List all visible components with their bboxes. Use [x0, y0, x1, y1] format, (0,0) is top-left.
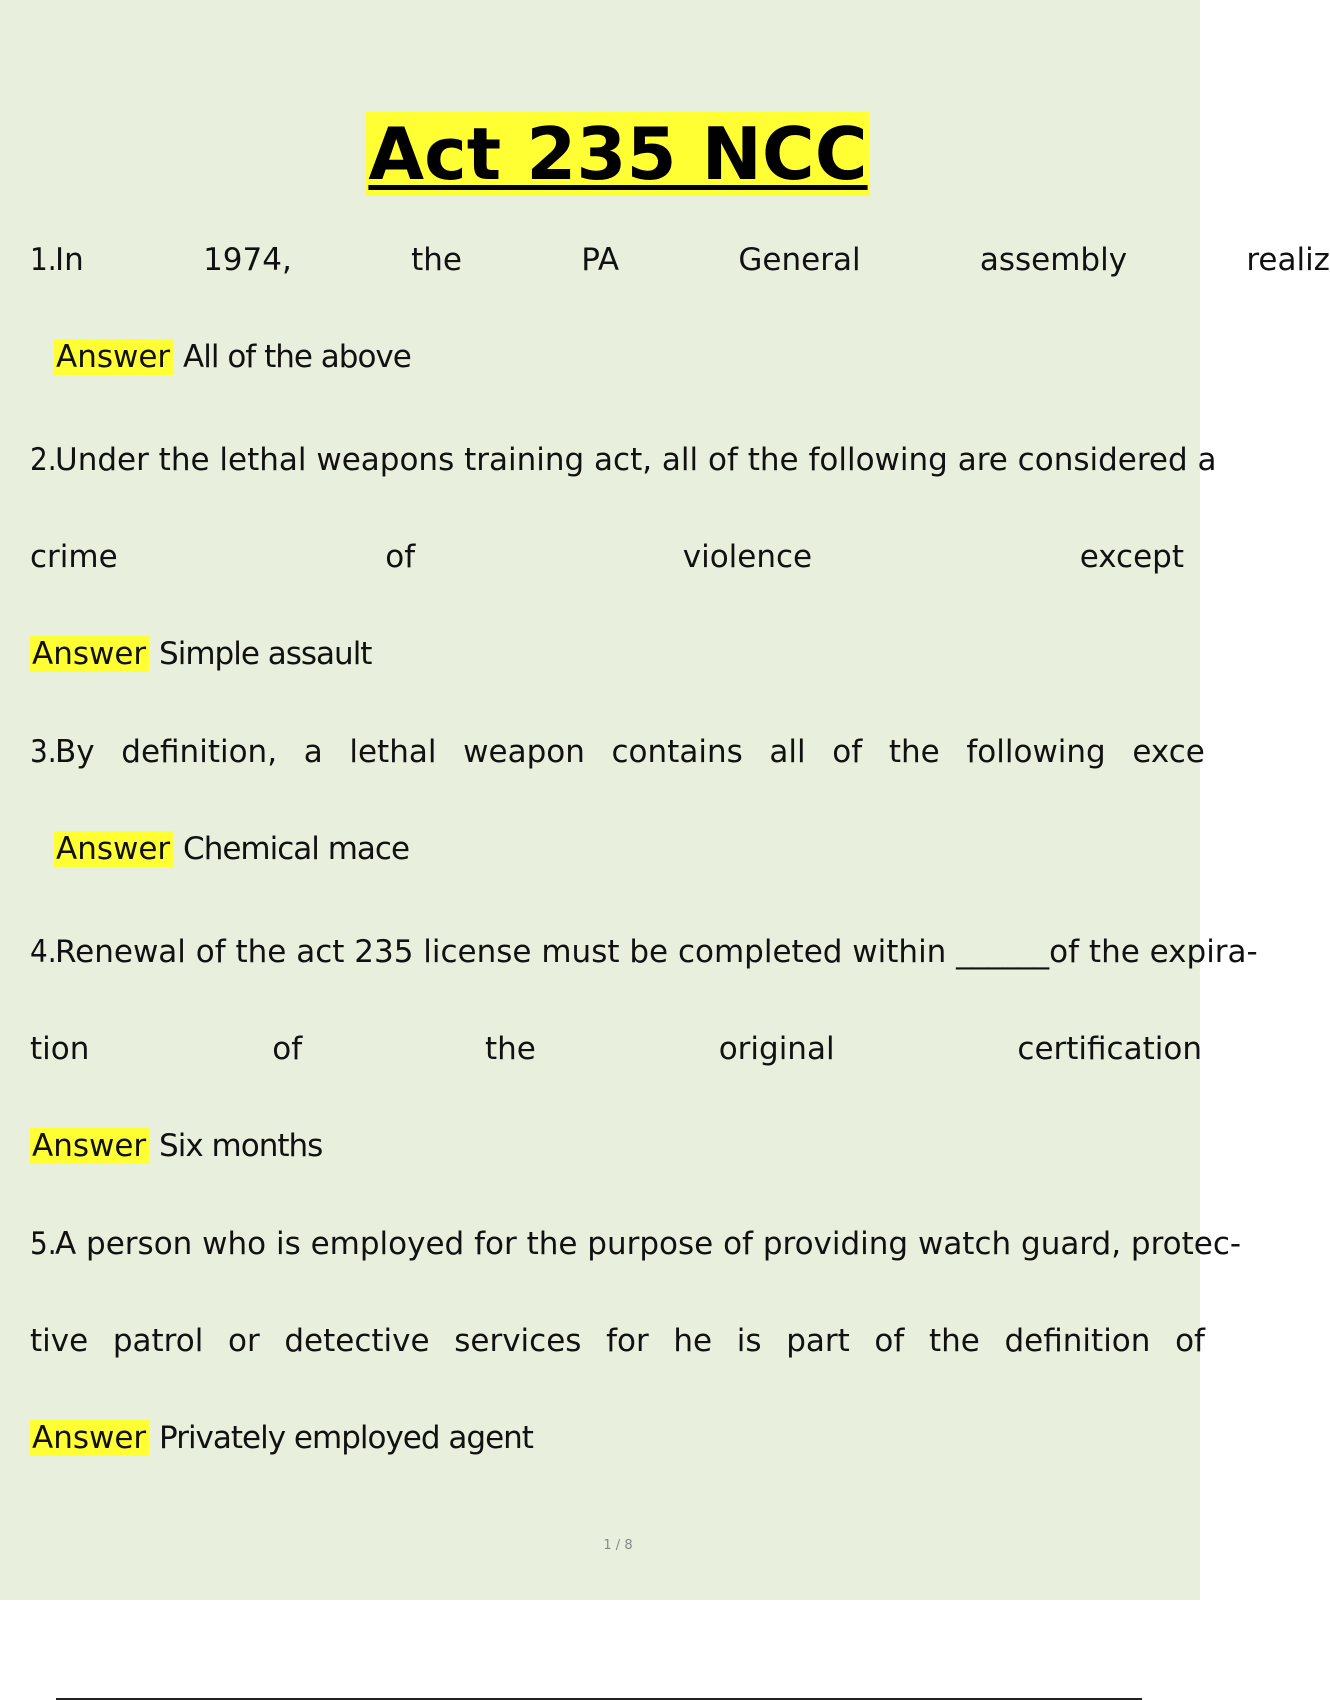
q4-word: certification [1017, 1031, 1202, 1067]
answer-text: Chemical mace [183, 831, 410, 867]
q5-word: of [1175, 1323, 1205, 1359]
answer-5 [30, 1416, 533, 1460]
q3-word: of [832, 734, 863, 770]
answer-2 [30, 632, 371, 676]
answer-text: Six months [159, 1128, 323, 1164]
question-1 [30, 238, 1330, 282]
answer-label: Answer [30, 1128, 149, 1164]
question-number: 2. [30, 442, 57, 478]
answer-text: Privately employed agent [159, 1420, 533, 1456]
q1-word: the [411, 242, 462, 278]
question-5 [30, 1222, 1241, 1266]
question-text: Under the lethal weapons training act, all of the following are considered a [55, 442, 1217, 478]
q4-word: tion [30, 1031, 90, 1067]
q1-word: PA [581, 242, 620, 278]
q2-word: except [1079, 539, 1184, 575]
q5-word: is [736, 1323, 762, 1359]
q5-word: or [227, 1323, 260, 1359]
q3-word: following [966, 734, 1106, 770]
answer-3 [54, 827, 409, 871]
q4-word: original [718, 1031, 835, 1067]
question-4-line-2 [30, 1027, 1202, 1071]
q2-word: crime [30, 539, 118, 575]
q5-word: tive [30, 1323, 89, 1359]
question-3 [30, 730, 1205, 774]
q3-word: the [888, 734, 940, 770]
q2-word: of [385, 539, 416, 575]
q4-word: the [484, 1031, 536, 1067]
q5-word: part [786, 1323, 850, 1359]
answer-4 [30, 1124, 322, 1168]
question-4-line [30, 1027, 1202, 1071]
q2-word: violence [682, 539, 813, 575]
question-2-line [30, 535, 1184, 579]
q5-word: for [606, 1323, 649, 1359]
question-number: 5. [30, 1226, 57, 1262]
question-text: A person who is employed for the purpose of providing watch guard, protec- [55, 1226, 1242, 1262]
q3-word: contains [611, 734, 743, 770]
question-5-line-2 [30, 1319, 1205, 1363]
q3-word: all [769, 734, 806, 770]
q1-word: assembly [979, 242, 1128, 278]
q1-word: 1974, [203, 242, 292, 278]
page-title: Act 235 NCC [368, 112, 868, 196]
q3-word: 3.By [30, 730, 95, 774]
q3-word: weapon [463, 734, 585, 770]
answer-text: Simple assault [159, 636, 372, 672]
q1-word: 1.In [30, 238, 84, 282]
answer-text: All of the above [183, 339, 411, 375]
question-number: 4. [30, 934, 57, 970]
q5-word: services [454, 1323, 582, 1359]
question-3-line [30, 730, 1205, 774]
q4-word: of [272, 1031, 303, 1067]
q3-word: exce [1132, 734, 1205, 770]
page-indicator: 1 / 8 [603, 1538, 633, 1553]
question-number: 1. [30, 242, 57, 278]
question-1-line [30, 238, 1330, 282]
question-4 [30, 930, 1258, 974]
q3-word: definition, [121, 734, 278, 770]
q5-word: the [928, 1323, 980, 1359]
answer-1 [54, 335, 411, 379]
question-5-line [30, 1319, 1205, 1363]
question-number: 3. [30, 734, 57, 770]
answer-label: Answer [54, 339, 173, 375]
q5-word: he [673, 1323, 713, 1359]
title-wrap [0, 112, 1236, 196]
answer-label: Answer [54, 831, 173, 867]
q5-word: detective [284, 1323, 430, 1359]
q3-word: a [303, 734, 323, 770]
q1-word: realiz [1246, 242, 1330, 278]
q5-word: definition [1004, 1323, 1151, 1359]
q1-word: General [738, 242, 861, 278]
question-text: Renewal of the act 235 license must be completed within ______of the expira- [55, 934, 1258, 970]
question-2-line-2 [30, 535, 1184, 579]
answer-label: Answer [30, 636, 149, 672]
answer-label: Answer [30, 1420, 149, 1456]
question-2 [30, 438, 1217, 482]
q3-word: lethal [349, 734, 437, 770]
q5-word: patrol [112, 1323, 204, 1359]
q5-word: of [874, 1323, 905, 1359]
